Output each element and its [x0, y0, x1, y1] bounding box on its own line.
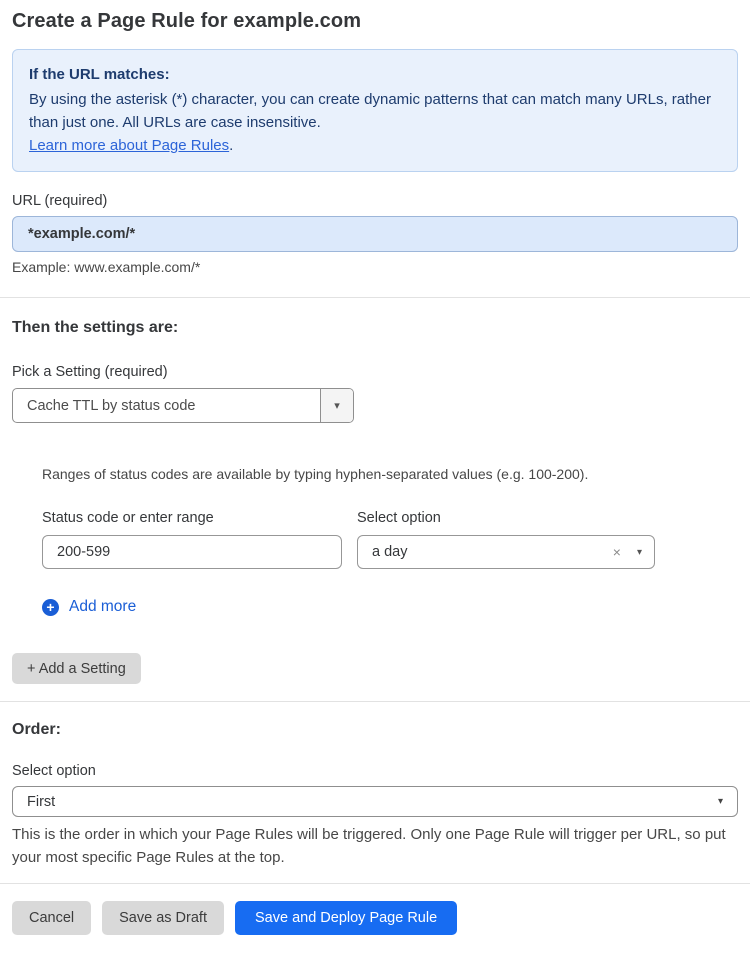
ttl-option-value: a day [372, 544, 408, 560]
status-code-fields-row [42, 510, 738, 569]
info-box-heading: If the URL matches: [29, 66, 170, 83]
page-title: Create a Page Rule for example.com [12, 10, 362, 32]
status-code-column [42, 510, 342, 569]
url-match-info-box [12, 49, 738, 172]
status-code-input[interactable] [42, 535, 342, 569]
add-more-link[interactable] [42, 598, 136, 616]
learn-more-link[interactable]: Learn more about Page Rules [29, 137, 230, 154]
order-heading: Order: [12, 721, 61, 738]
ttl-option-select[interactable] [357, 535, 655, 569]
chevron-down-icon[interactable]: ▾ [636, 546, 642, 558]
order-select-label: Select option [12, 763, 96, 779]
order-select[interactable] [12, 786, 738, 817]
pick-setting-value: Cache TTL by status code [27, 397, 196, 414]
save-and-deploy-button[interactable]: Save and Deploy Page Rule [235, 901, 457, 935]
plus-circle-icon: + [42, 599, 59, 616]
info-link-row [29, 134, 721, 157]
chevron-down-icon[interactable]: ▾ [320, 389, 353, 422]
save-as-draft-button[interactable]: Save as Draft [102, 901, 224, 935]
range-note: Ranges of status codes are available by typing hyphen-separated values (e.g. 100-200). [42, 466, 589, 482]
status-code-label: Status code or enter range [42, 510, 214, 526]
link-suffix: . [229, 137, 234, 154]
pick-setting-label: Pick a Setting (required) [12, 364, 168, 380]
url-label: URL (required) [12, 193, 108, 209]
url-helper-text: Example: www.example.com/* [12, 259, 201, 275]
add-a-setting-button[interactable]: + Add a Setting [12, 653, 141, 684]
divider [0, 701, 750, 702]
divider [0, 883, 750, 884]
info-box-body: By using the asterisk (*) character, you can create dynamic patterns that can match many URLs, rather than just one. All URLs are case insensitive. [29, 91, 711, 131]
add-more-label: Add more [69, 598, 137, 615]
ttl-option-column [357, 510, 655, 569]
order-helper-text: This is the order in which your Page Rules will be triggered. Only one Page Rule will trigger per URL, so put your most specific Page Rules at the top. [12, 826, 726, 866]
ttl-option-label: Select option [357, 510, 441, 526]
chevron-down-icon: ▾ [717, 796, 723, 807]
pick-setting-select[interactable] [12, 388, 354, 423]
footer-actions [12, 901, 738, 935]
settings-heading: Then the settings are: [12, 319, 179, 336]
cancel-button[interactable]: Cancel [12, 901, 91, 935]
order-select-value: First [27, 793, 56, 810]
status-code-setting-block [42, 466, 738, 617]
url-input[interactable] [12, 216, 738, 252]
divider [0, 297, 750, 298]
clear-icon[interactable]: × [612, 544, 621, 560]
